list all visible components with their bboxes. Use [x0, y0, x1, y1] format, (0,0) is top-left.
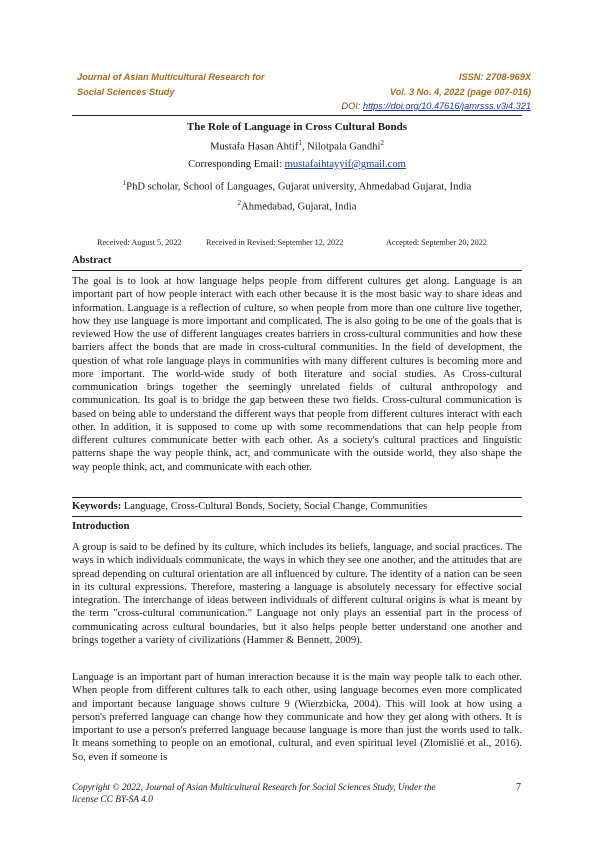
introduction-para-2: Language is an important part of human interaction because it is the main way people talk to each other. When people from different cultures talk to each other, using language becomes even more complicated and important because language shows culture 9 (Wierzbicka, 2004). This will look at how using a person's preferred language can change how they communicate and how they get along with others. It is important to use a person's preferred language because language is more than just the words used to talk. It means something to people on an emotional, cultural, and even spiritual level (Zlomislié et al., 2016). So, even if someone is — [72, 672, 522, 763]
corresponding-email — [72, 159, 522, 170]
journal-header — [77, 72, 531, 114]
header-divider — [72, 115, 522, 116]
authors — [72, 139, 522, 153]
keywords-text: Language, Cross-Cultural Bonds, Society, Social Change, Communities — [121, 501, 428, 512]
keywords-divider-top — [72, 497, 522, 498]
doi-label: DOI: — [341, 101, 363, 111]
journal-name-line2: Social Sciences Study — [77, 87, 175, 97]
author-1-sup: 1 — [298, 139, 302, 147]
affiliation-2-text: Ahmedabad, Gujarat, India — [241, 201, 357, 213]
page-number: 7 — [516, 782, 521, 793]
abstract-heading: Abstract — [72, 255, 112, 266]
affiliation-2-sup: 2 — [237, 199, 242, 207]
affiliation-2 — [72, 199, 522, 213]
volume-info: Vol. 3 No. 4, 2022 (page 007-016) — [389, 87, 531, 97]
abstract-divider-top — [72, 270, 522, 271]
article-title: The Role of Language in Cross Cultural Bonds — [186, 121, 408, 133]
affiliation-1-sup: 1 — [122, 179, 127, 187]
keywords-divider-bottom — [72, 516, 522, 517]
email-link[interactable]: mustafaihtayyif@gmail.com — [284, 159, 406, 170]
author-separator: , — [301, 141, 308, 153]
doi-line — [342, 101, 531, 111]
author-2-sup: 2 — [380, 139, 384, 147]
author-1: Mustafa Hasan Ahtif — [210, 141, 299, 153]
corresponding-label: Corresponding Email: — [188, 159, 285, 170]
doi-link[interactable]: https://doi.org/10.47616/jamrsss.v3i4.321 — [362, 101, 531, 111]
keywords — [72, 501, 522, 512]
journal-name-line1: Journal of Asian Multicultural Research for — [77, 72, 265, 82]
issn: ISSN: 2708-969X — [458, 72, 531, 82]
keywords-label: Keywords: — [72, 501, 122, 512]
affiliation-1 — [72, 179, 522, 193]
introduction-heading: Introduction — [72, 521, 130, 532]
revised-date: Received in Revised: September 12, 2022 — [206, 238, 344, 247]
affiliation-1-text: PhD scholar, School of Languages, Gujarat university, Ahmedabad Gujarat, India — [126, 181, 472, 193]
author-2: Nilotpala Gandhi — [307, 141, 381, 153]
abstract-text: The goal is to look at how language helps people from different cultures get along. Language is an important part of how people interact with each other because it is the most basic way to share ideas and information. Language is a reflection of culture, so when people from more than one culture live together, how they use language is more important and complicated. The is also going to be one of the goals that is reviewed How the use of different languages creates barriers in cross-cultural communities and how these barriers affect the bonds that are made in cross-cultural communities. In the field of development, the question of what role language plays in communities with many different cultures is becoming more and more important. The world-wide study of both literature and social studies. As Cross-cultural communication brings together the seemingly unrelated fields of cultural anthropology and communication. Its goal is to bridge the gap between these two fields. Cross-cultural communication is based on being able to understand the different ways that people from different cultures interact with each other. In addition, it is supposed to come up with some recommendations that can help people from different cultures communicate better with each other. As a society's cultural practices and linguistic patterns shape the way people think, act, and communicate with the outside world, they also shape the way people think, act, and communicate with each other. — [72, 276, 522, 473]
received-date: Received: August 5, 2022 — [97, 238, 182, 247]
accepted-date: Accepted: September 20, 2022 — [386, 238, 487, 247]
copyright-footer: Copyright © 2022, Journal of Asian Multicultural Research for Social Sciences Study, Under the license CC BY-SA 4.0 — [72, 783, 436, 805]
introduction-para-1: A group is said to be defined by its culture, which includes its beliefs, language, and social practices. The ways in which individuals communicate, the ways in which they see one another, and the attitudes that are spread depending on cultural orientation are all influenced by culture. The identity of a nation can be seen in its cultural expressions. Therefore, mastering a language is absolutely necessary for effective social integration. The interchange of ideas between individuals of different cultural origins is what is meant by the term "cross-cultural communication." Language not only plays an essential part in the process of communicating across cultural boundaries, but it also helps people better understand one another and brings together a variety of civilizations (Hammer & Bennett, 2009). — [72, 542, 522, 646]
